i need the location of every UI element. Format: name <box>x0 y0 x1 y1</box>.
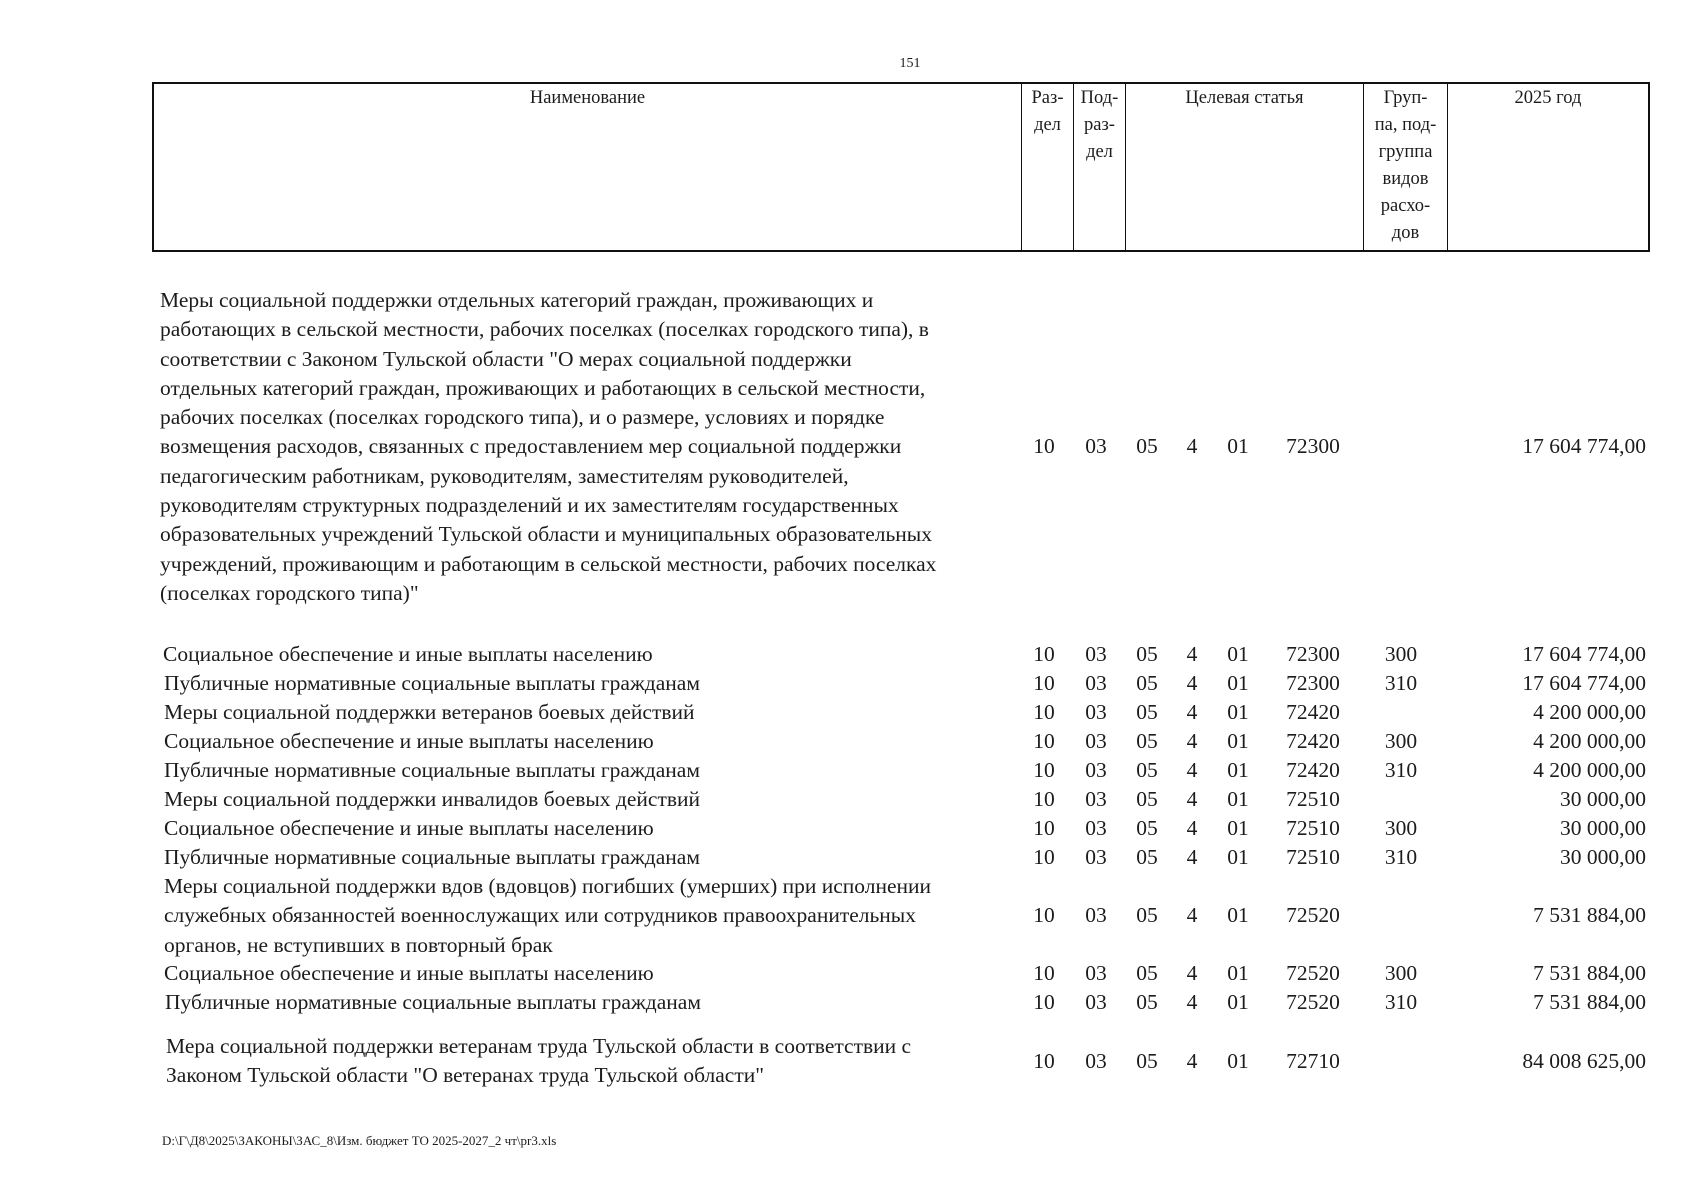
file-path-footer: D:\Г\Д8\2025\ЗАКОНЫ\ЗАС_8\Изм. бюджет ТО 2025-2027_2 чт\pr3.xls <box>162 1133 557 1148</box>
row-target-program: 05 <box>1136 903 1158 927</box>
row-target-program: 05 <box>1136 758 1158 782</box>
row-razdel: 10 <box>1033 642 1055 666</box>
row-amount: 4 200 000,00 <box>1533 729 1646 753</box>
row-name-line: учреждений, проживающим и работающим в сельской местности, рабочих поселках <box>160 551 937 576</box>
row-target-type: 4 <box>1186 700 1198 724</box>
row-podrazdel: 03 <box>1085 903 1107 927</box>
header-group <box>1364 84 1448 250</box>
row-razdel: 10 <box>1033 434 1055 458</box>
header-podrazdel-line: Под- <box>1080 88 1119 108</box>
row-target-complex: 01 <box>1227 845 1249 869</box>
row-podrazdel: 03 <box>1085 961 1107 985</box>
row-target-type: 4 <box>1186 845 1198 869</box>
row-razdel: 10 <box>1033 671 1055 695</box>
row-target-type: 4 <box>1186 671 1198 695</box>
row-target-program: 05 <box>1136 961 1158 985</box>
header-group-line: группа <box>1378 142 1433 162</box>
row-target-type: 4 <box>1186 816 1198 840</box>
row-target-complex: 01 <box>1227 700 1249 724</box>
row-name-line: Меры социальной поддержки отдельных категорий граждан, проживающих и <box>160 288 874 312</box>
row-name-line: образовательных учреждений Тульской области и муниципальных образовательных <box>160 522 932 547</box>
row-amount: 84 008 625,00 <box>1522 1049 1646 1073</box>
row-podrazdel: 03 <box>1085 434 1107 458</box>
row-target-complex: 01 <box>1227 642 1249 666</box>
row-target-program: 05 <box>1136 816 1158 840</box>
row-name <box>164 843 1024 872</box>
row-amount: 17 604 774,00 <box>1522 434 1646 458</box>
row-name-line: рабочих поселках (поселках городского типа), и о размере, условиях и порядке <box>160 405 885 430</box>
header-group-line: дов <box>1391 223 1420 243</box>
header-group-line: видов <box>1382 169 1429 189</box>
row-name-line: Законом Тульской области "О ветеранах труда Тульской области" <box>166 1063 765 1088</box>
row-podrazdel: 03 <box>1085 758 1107 782</box>
header-podrazdel-line: раз- <box>1084 115 1115 135</box>
row-target-complex: 01 <box>1227 729 1249 753</box>
row-name-line: Социальное обеспечение и иные выплаты населению <box>164 816 654 840</box>
row-name <box>160 286 1020 608</box>
row-target-direction: 72510 <box>1286 816 1340 840</box>
row-target-type: 4 <box>1186 434 1198 458</box>
row-target-direction: 72520 <box>1286 903 1340 927</box>
row-name-line: возмещения расходов, связанных с предоставлением мер социальной поддержки <box>160 434 902 459</box>
row-razdel: 10 <box>1033 816 1055 840</box>
row-name <box>164 814 1024 843</box>
row-target-type: 4 <box>1186 961 1198 985</box>
header-name-label: Наименование <box>529 88 646 108</box>
header-target-article <box>1126 84 1364 250</box>
row-target-direction: 72420 <box>1286 758 1340 782</box>
row-target-program: 05 <box>1136 1049 1158 1073</box>
row-target-complex: 01 <box>1227 903 1249 927</box>
row-target-complex: 01 <box>1227 434 1249 458</box>
row-name <box>164 785 1024 814</box>
row-name-line: соответствии с Законом Тульской области "О мерах социальной поддержки <box>160 346 852 371</box>
header-group-line: Груп- <box>1383 88 1428 108</box>
row-target-program: 05 <box>1136 845 1158 869</box>
row-name-line: служебных обязанностей военнослужащих или сотрудников правоохранительных <box>164 903 917 928</box>
row-name-line: Меры социальной поддержки ветеранов боевых действий <box>164 700 695 724</box>
row-podrazdel: 03 <box>1085 1049 1107 1073</box>
row-name <box>166 1032 1026 1091</box>
row-target-direction: 72300 <box>1286 642 1340 666</box>
row-podrazdel: 03 <box>1085 816 1107 840</box>
header-target-article-label: Целевая статья <box>1185 88 1304 108</box>
row-razdel: 10 <box>1033 700 1055 724</box>
row-podrazdel: 03 <box>1085 845 1107 869</box>
row-amount: 7 531 884,00 <box>1533 961 1646 985</box>
row-name <box>164 669 1024 698</box>
row-razdel: 10 <box>1033 787 1055 811</box>
row-name-line: (поселках городского типа)" <box>160 580 419 605</box>
row-amount: 17 604 774,00 <box>1522 671 1646 695</box>
row-name-line: Меры социальной поддержки инвалидов боевых действий <box>164 787 701 811</box>
row-podrazdel: 03 <box>1085 700 1107 724</box>
row-name-line: руководителям структурных подразделений и их заместителям государственных <box>160 493 899 518</box>
row-amount: 4 200 000,00 <box>1533 758 1646 782</box>
row-target-type: 4 <box>1186 729 1198 753</box>
row-razdel: 10 <box>1033 961 1055 985</box>
header-podrazdel-line: дел <box>1086 142 1113 162</box>
row-name-line: Публичные нормативные социальные выплаты гражданам <box>164 671 700 695</box>
row-target-program: 05 <box>1136 671 1158 695</box>
row-target-complex: 01 <box>1227 671 1249 695</box>
row-target-program: 05 <box>1136 729 1158 753</box>
row-target-type: 4 <box>1186 642 1198 666</box>
row-podrazdel: 03 <box>1085 642 1107 666</box>
row-expense-group: 310 <box>1384 990 1418 1014</box>
row-amount: 17 604 774,00 <box>1522 642 1646 666</box>
header-group-line: па, под- <box>1374 115 1437 135</box>
row-name-line: Социальное обеспечение и иные выплаты населению <box>163 642 653 666</box>
header-razdel <box>1022 84 1074 250</box>
row-podrazdel: 03 <box>1085 729 1107 753</box>
row-expense-group: 310 <box>1384 845 1418 869</box>
row-podrazdel: 03 <box>1085 787 1107 811</box>
row-target-direction: 72300 <box>1286 671 1340 695</box>
header-year-label: 2025 год <box>1514 88 1582 108</box>
row-target-type: 4 <box>1186 903 1198 927</box>
row-target-direction: 72710 <box>1286 1049 1340 1073</box>
header-year <box>1448 84 1648 250</box>
row-target-complex: 01 <box>1227 990 1249 1014</box>
header-name <box>154 84 1022 250</box>
row-target-direction: 72510 <box>1286 787 1340 811</box>
row-target-type: 4 <box>1186 787 1198 811</box>
row-target-program: 05 <box>1136 700 1158 724</box>
row-target-program: 05 <box>1136 434 1158 458</box>
row-target-complex: 01 <box>1227 961 1249 985</box>
row-name-line: Мера социальной поддержки ветеранам труда Тульской области в соответствии с <box>166 1034 912 1058</box>
row-amount: 4 200 000,00 <box>1533 700 1646 724</box>
row-name <box>163 640 1023 669</box>
row-expense-group: 310 <box>1384 671 1418 695</box>
row-target-program: 05 <box>1136 990 1158 1014</box>
row-target-direction: 72520 <box>1286 990 1340 1014</box>
row-target-type: 4 <box>1186 758 1198 782</box>
row-amount: 30 000,00 <box>1560 816 1646 840</box>
row-razdel: 10 <box>1033 758 1055 782</box>
row-target-direction: 72420 <box>1286 700 1340 724</box>
row-name <box>165 988 1025 1017</box>
row-name <box>164 959 1024 988</box>
row-name-line: органов, не вступивших в повторный брак <box>164 932 553 957</box>
row-razdel: 10 <box>1033 1049 1055 1073</box>
row-target-complex: 01 <box>1227 787 1249 811</box>
row-target-type: 4 <box>1186 990 1198 1014</box>
row-name-line: отдельных категорий граждан, проживающих и работающих в сельской местности, <box>160 375 926 400</box>
header-razdel-line: дел <box>1034 115 1061 135</box>
row-amount: 7 531 884,00 <box>1533 990 1646 1014</box>
row-target-program: 05 <box>1136 642 1158 666</box>
row-expense-group: 300 <box>1384 729 1418 753</box>
row-razdel: 10 <box>1033 990 1055 1014</box>
row-expense-group: 300 <box>1384 961 1418 985</box>
row-name <box>164 756 1024 785</box>
row-target-complex: 01 <box>1227 1049 1249 1073</box>
row-name-line: Публичные нормативные социальные выплаты гражданам <box>164 845 700 869</box>
row-target-complex: 01 <box>1227 816 1249 840</box>
row-name <box>164 872 1024 960</box>
row-target-direction: 72510 <box>1286 845 1340 869</box>
row-razdel: 10 <box>1033 903 1055 927</box>
row-name <box>164 727 1024 756</box>
row-podrazdel: 03 <box>1085 990 1107 1014</box>
row-name-line: Публичные нормативные социальные выплаты гражданам <box>165 990 701 1014</box>
row-target-direction: 72420 <box>1286 729 1340 753</box>
header-razdel-line: Раз- <box>1031 88 1064 108</box>
row-name-line: педагогическим работникам, руководителям, заместителям руководителей, <box>160 463 849 488</box>
row-name-line: Социальное обеспечение и иные выплаты населению <box>164 729 654 753</box>
row-name <box>164 698 1024 727</box>
page-number: 151 <box>899 56 921 71</box>
row-name-line: работающих в сельской местности, рабочих поселках (поселках городского типа), в <box>160 317 929 342</box>
row-target-direction: 72520 <box>1286 961 1340 985</box>
row-razdel: 10 <box>1033 845 1055 869</box>
row-amount: 7 531 884,00 <box>1533 903 1646 927</box>
row-expense-group: 300 <box>1384 816 1418 840</box>
row-expense-group: 300 <box>1384 642 1418 666</box>
row-expense-group: 310 <box>1384 758 1418 782</box>
row-amount: 30 000,00 <box>1560 787 1646 811</box>
table-header <box>152 82 1650 252</box>
row-name-line: Социальное обеспечение и иные выплаты населению <box>164 961 654 985</box>
header-podrazdel <box>1074 84 1126 250</box>
row-amount: 30 000,00 <box>1560 845 1646 869</box>
row-podrazdel: 03 <box>1085 671 1107 695</box>
header-group-line: расхо- <box>1380 196 1431 216</box>
row-name-line: Публичные нормативные социальные выплаты гражданам <box>164 758 700 782</box>
row-name-line: Меры социальной поддержки вдов (вдовцов) погибших (умерших) при исполнении <box>164 874 932 898</box>
row-target-program: 05 <box>1136 787 1158 811</box>
row-target-complex: 01 <box>1227 758 1249 782</box>
row-target-type: 4 <box>1186 1049 1198 1073</box>
row-razdel: 10 <box>1033 729 1055 753</box>
row-target-direction: 72300 <box>1286 434 1340 458</box>
